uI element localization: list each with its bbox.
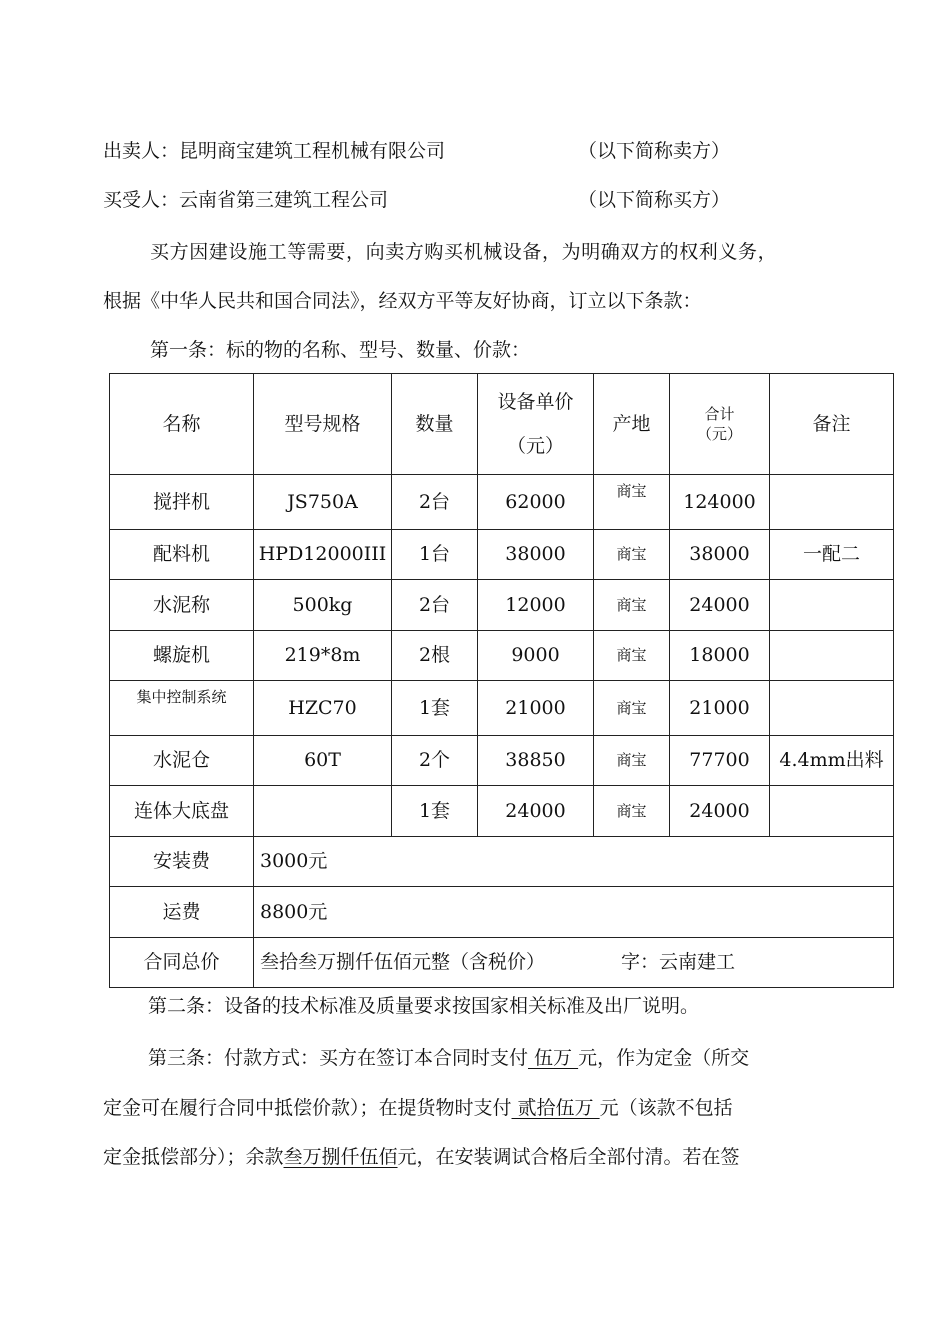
cell-model <box>254 786 392 837</box>
buyer-name: 云南省第三建筑工程公司 <box>179 189 389 211</box>
cell-origin: 商宝 <box>594 735 670 786</box>
cell-price: 38850 <box>478 735 594 786</box>
table-row <box>110 475 894 530</box>
cell-name: 螺旋机 <box>110 630 254 681</box>
contract-total-row <box>110 937 894 988</box>
article-3-seg4: 元（该款不包括 <box>599 1097 733 1119</box>
cell-total: 24000 <box>670 580 770 631</box>
cell-name: 水泥仓 <box>110 735 254 786</box>
article-3-seg3: 定金可在履行合同中抵偿价款）；在提货物时支付 <box>103 1097 512 1119</box>
cell-origin: 商宝 <box>594 580 670 631</box>
seller-name: 昆明商宝建筑工程机械有限公司 <box>179 140 446 162</box>
cell-origin: 商宝 <box>594 475 670 530</box>
cell-qty: 1套 <box>392 681 478 736</box>
cell-total: 77700 <box>670 735 770 786</box>
header-total-line1: 合计 <box>704 405 735 423</box>
header-price-line1: 设备单价 <box>497 391 574 413</box>
balance-amount: 叁万捌仟伍佰 <box>283 1146 398 1168</box>
cell-price: 24000 <box>478 786 594 837</box>
install-fee-label: 安装费 <box>110 836 254 887</box>
article-3-seg5: 定金抵偿部分）；余款 <box>103 1146 284 1168</box>
freight-row <box>110 887 894 938</box>
table-row <box>110 786 894 837</box>
stamp-text: 字：云南建工 <box>621 951 736 974</box>
cell-origin: 商宝 <box>594 630 670 681</box>
article-3-line-3 <box>103 1145 740 1169</box>
cell-remark <box>770 786 894 837</box>
table-header-row <box>110 374 894 475</box>
header-origin: 产地 <box>594 374 670 475</box>
cell-origin: 商宝 <box>594 529 670 580</box>
buyer-line <box>103 188 388 212</box>
cell-model: 60T <box>254 735 392 786</box>
cell-remark <box>770 630 894 681</box>
header-name: 名称 <box>110 374 254 475</box>
cell-remark: 一配二 <box>770 529 894 580</box>
cell-qty: 2台 <box>392 580 478 631</box>
cell-price: 9000 <box>478 630 594 681</box>
article-3-seg2: 元，作为定金（所交 <box>578 1047 750 1069</box>
cell-name: 集中控制系统 <box>110 681 254 736</box>
cell-total: 21000 <box>670 681 770 736</box>
cell-name: 搅拌机 <box>110 475 254 530</box>
cell-qty: 2台 <box>392 475 478 530</box>
cell-qty: 1套 <box>392 786 478 837</box>
table-row <box>110 735 894 786</box>
seller-label: 出卖人： <box>103 140 180 162</box>
cell-origin: 商宝 <box>594 786 670 837</box>
install-fee-value: 3000元 <box>254 836 894 887</box>
cell-model: HZC70 <box>254 681 392 736</box>
buyer-label: 买受人： <box>103 189 180 211</box>
buyer-alias: （以下简称买方） <box>578 189 731 211</box>
header-total-line2: （元） <box>696 425 742 443</box>
cell-model: JS750A <box>254 475 392 530</box>
goods-table <box>109 373 894 988</box>
header-price-line2: （元） <box>506 435 564 457</box>
table-row <box>110 630 894 681</box>
cell-price: 12000 <box>478 580 594 631</box>
cell-model: 500kg <box>254 580 392 631</box>
seller-line <box>103 139 445 163</box>
freight-label: 运费 <box>110 887 254 938</box>
install-fee-row <box>110 836 894 887</box>
contract-total-label: 合同总价 <box>110 937 254 988</box>
intro-line-2: 根据《中华人民共和国合同法》，经双方平等友好协商，订立以下条款： <box>103 290 702 312</box>
intro-line-1: 买方因建设施工等需要，向卖方购买机械设备，为明确双方的权利义务， <box>150 241 778 263</box>
article-3-line-2 <box>103 1096 733 1120</box>
contract-total-cell <box>254 937 894 988</box>
cell-price: 21000 <box>478 681 594 736</box>
article-3-seg6: 元，在安装调试合格后全部付清。若在签 <box>397 1146 740 1168</box>
cell-price: 38000 <box>478 529 594 580</box>
cell-qty: 2根 <box>392 630 478 681</box>
deposit-amount: 伍万 <box>528 1047 579 1069</box>
article-3-line-1 <box>148 1046 749 1070</box>
cell-name: 连体大底盘 <box>110 786 254 837</box>
article-1-title: 第一条：标的物的名称、型号、数量、价款： <box>150 339 531 361</box>
cell-total: 124000 <box>670 475 770 530</box>
cell-remark <box>770 681 894 736</box>
seller-alias: （以下简称卖方） <box>578 140 731 162</box>
cell-qty: 2个 <box>392 735 478 786</box>
contract-total-value: 叁拾叁万捌仟伍佰元整（含税价） <box>260 951 546 974</box>
cell-total: 38000 <box>670 529 770 580</box>
cell-price: 62000 <box>478 475 594 530</box>
header-qty: 数量 <box>392 374 478 475</box>
header-remark: 备注 <box>770 374 894 475</box>
article-2: 第二条：设备的技术标准及质量要求按国家相关标准及出厂说明。 <box>148 995 700 1017</box>
cell-total: 24000 <box>670 786 770 837</box>
table-row <box>110 580 894 631</box>
header-total <box>670 374 770 475</box>
article-3-seg1: 第三条：付款方式：买方在签订本合同时支付 <box>148 1047 529 1069</box>
header-model: 型号规格 <box>254 374 392 475</box>
cell-qty: 1台 <box>392 529 478 580</box>
cell-model: HPD12000III <box>254 529 392 580</box>
delivery-amount: 贰拾伍万 <box>511 1097 600 1119</box>
table-row <box>110 681 894 736</box>
table-row <box>110 529 894 580</box>
freight-value: 8800元 <box>254 887 894 938</box>
cell-total: 18000 <box>670 630 770 681</box>
cell-remark: 4.4mm出料 <box>770 735 894 786</box>
cell-model: 219*8m <box>254 630 392 681</box>
cell-name: 水泥称 <box>110 580 254 631</box>
header-price <box>478 374 594 475</box>
cell-origin: 商宝 <box>594 681 670 736</box>
cell-remark <box>770 580 894 631</box>
cell-name: 配料机 <box>110 529 254 580</box>
cell-remark <box>770 475 894 530</box>
